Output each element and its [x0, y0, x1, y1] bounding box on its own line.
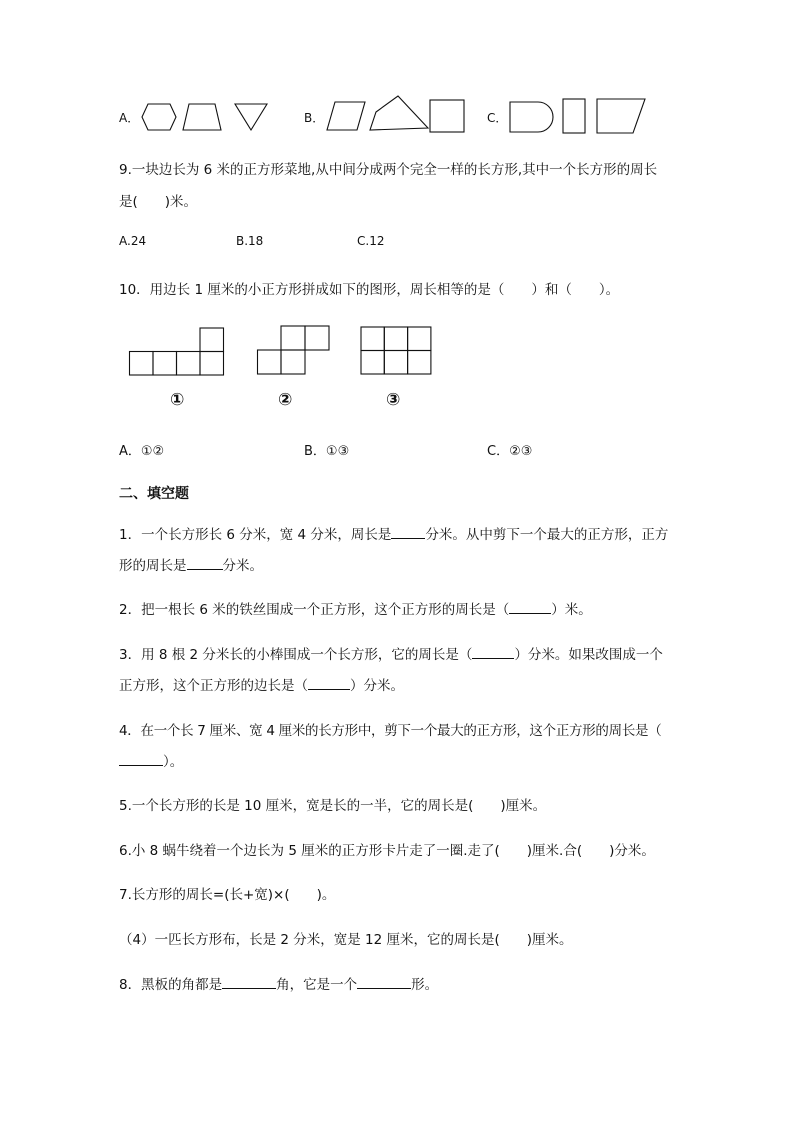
- q10-option-a: A．①②: [119, 444, 165, 459]
- inverted-triangle-shape: [233, 102, 269, 132]
- fill-q1-blank-2[interactable]: [187, 569, 223, 570]
- fill-q1-line1: [119, 523, 668, 543]
- q9-option-b: B.18: [236, 234, 264, 248]
- fill-q7: 7.长方形的周长=(长+宽)×( )。: [119, 887, 336, 903]
- section-heading: 二、填空题: [119, 486, 189, 502]
- fill-q8-blank-2[interactable]: [357, 988, 411, 989]
- fill-q3-text-c: 正方形，这个正方形的边长是（: [119, 678, 308, 694]
- fill-q8-blank-1[interactable]: [222, 988, 276, 989]
- fill-q8-text-b: 角，它是一个: [276, 977, 358, 993]
- option-c-label: C．: [487, 111, 508, 125]
- square-shape: [428, 98, 466, 134]
- tall-rectangle-shape: [561, 97, 589, 135]
- fill-q1-line2: [119, 554, 263, 574]
- fill-q4-text-b: ）。: [163, 754, 184, 770]
- fill-q5: 5.一个长方形的长是 10 厘米，宽是长的一半，它的周长是( )厘米。: [119, 798, 547, 814]
- option-a-label: A．: [119, 111, 140, 125]
- q10-option-b: B．①③: [304, 444, 350, 459]
- fill-q3-text-b: ）分米。如果改围成一个: [514, 647, 663, 663]
- q9-option-a: A.24: [119, 234, 147, 248]
- q10-stem: 10．用边长 1 厘米的小正方形拼成如下的图形，周长相等的是（ ）和（ ）。: [119, 282, 620, 298]
- parallelogram-shape: [325, 100, 367, 132]
- q9-option-c: C.12: [357, 234, 385, 248]
- option-b-label: B．: [304, 111, 325, 125]
- fill-q3-line2: [119, 674, 404, 694]
- figure-1-squares: [129, 327, 227, 377]
- figure-3-label: ③: [386, 390, 401, 410]
- hexagon-shape: [140, 102, 178, 132]
- fill-q8-text-c: 形。: [411, 977, 439, 993]
- q9-line2: 是( )米。: [119, 194, 198, 210]
- figure-3-squares: [360, 326, 434, 376]
- fill-q1-text-b: 分米。从中剪下一个最大的正方形，正方: [425, 527, 669, 543]
- fill-q1-text-d: 分米。: [222, 558, 263, 574]
- fill-q3-blank-1[interactable]: [472, 658, 514, 659]
- q10-option-c: C．②③: [487, 444, 533, 459]
- d-shape: [508, 100, 554, 134]
- irregular-quadrilateral-shape: [366, 94, 430, 136]
- fill-q2: [119, 598, 592, 618]
- fill-q4-line2: [119, 750, 183, 770]
- fill-q1-text-a: 1．一个长方形长 6 分米，宽 4 分米，周长是: [119, 527, 392, 543]
- fill-q4-blank[interactable]: [119, 765, 163, 766]
- fill-q2-text-a: 2．把一根长 6 米的铁丝围成一个正方形，这个正方形的周长是（: [119, 602, 510, 618]
- figure-2-label: ②: [278, 390, 293, 410]
- right-trapezoid-shape: [595, 97, 649, 135]
- figure-2-squares: [257, 325, 331, 377]
- fill-q1-text-c: 形的周长是: [119, 558, 187, 574]
- fill-q6: 6.小 8 蜗牛绕着一个边长为 5 厘米的正方形卡片走了一圈.走了( )厘米.合( )分米。: [119, 843, 655, 859]
- fill-q3-line1: [119, 643, 663, 663]
- fill-q4-line1: 4．在一个长 7 厘米、宽 4 厘米的长方形中，剪下一个最大的正方形，这个正方形的周长是（: [119, 723, 662, 739]
- fill-q4b: （4）一匹长方形布，长是 2 分米，宽是 12 厘米，它的周长是( )厘米。: [119, 932, 573, 948]
- fill-q2-text-b: ）米。: [551, 602, 592, 618]
- fill-q3-blank-2[interactable]: [308, 689, 350, 690]
- fill-q3-text-a: 3．用 8 根 2 分米长的小棒围成一个长方形，它的周长是（: [119, 647, 473, 663]
- q9-line1: 9.一块边长为 6 米的正方形菜地,从中间分成两个完全一样的长方形,其中一个长方形的周长: [119, 162, 658, 178]
- figure-1-label: ①: [170, 390, 185, 410]
- fill-q2-blank[interactable]: [509, 613, 551, 614]
- fill-q8: [119, 973, 438, 993]
- fill-q8-text-a: 8．黑板的角都是: [119, 977, 223, 993]
- fill-q3-text-d: ）分米。: [350, 678, 404, 694]
- fill-q1-blank-1[interactable]: [391, 538, 425, 539]
- trapezoid-shape: [181, 102, 223, 132]
